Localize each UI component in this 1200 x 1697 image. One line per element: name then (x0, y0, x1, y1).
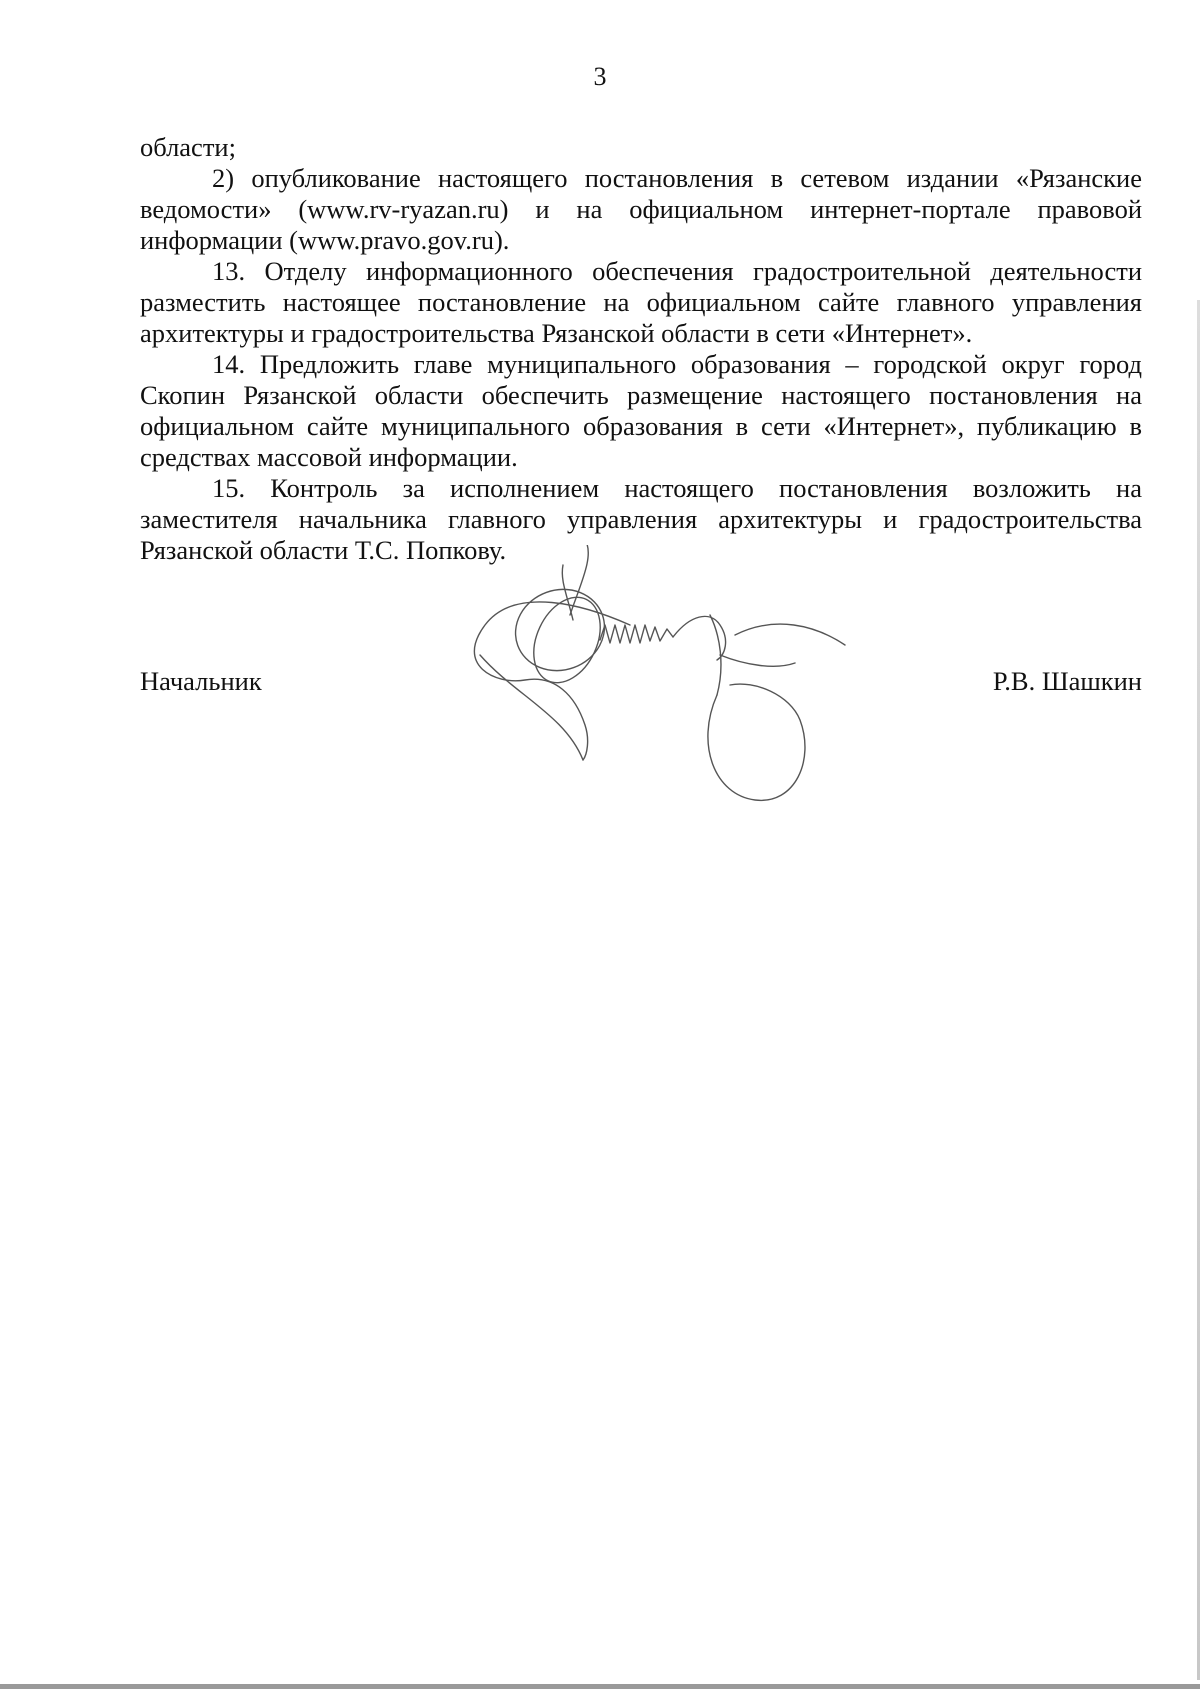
scan-bottom-border (0, 1684, 1200, 1689)
paragraph-item-2: 2) опубликование настоящего постановления в сетевом издании «Рязанские ведомости» (www.rv-ryazan.ru) и на официальном интернет-портале правовой информации (www.pravo.gov.ru). (140, 163, 1142, 255)
document-body (140, 132, 1142, 566)
signatory-name: Р.В. Шашкин (992, 666, 1142, 696)
paragraph-continuation: области; (140, 132, 236, 162)
paragraph-item-13: 13. Отделу информационного обеспечения градостроительной деятельности разместить настоящее постановление на официальном сайте главного управления архитектуры и градостроительства Рязанской области в сети «Интернет». (140, 256, 1142, 348)
paragraph-item-15: 15. Контроль за исполнением настоящего постановления возложить на заместителя начальника главного управления архитектуры и градостроительства Рязанской области Т.С. Попкову. (140, 473, 1142, 565)
handwritten-signature (455, 545, 875, 815)
page-number: 3 (593, 62, 607, 91)
paragraph-item-14: 14. Предложить главе муниципального образования – городской округ город Скопин Рязанской области обеспечить размещение настоящего постановления на официальном сайте муниципального образования в сети «Интернет», публикацию в средствах массовой информации. (140, 349, 1142, 472)
signatory-title: Начальник (140, 666, 262, 696)
